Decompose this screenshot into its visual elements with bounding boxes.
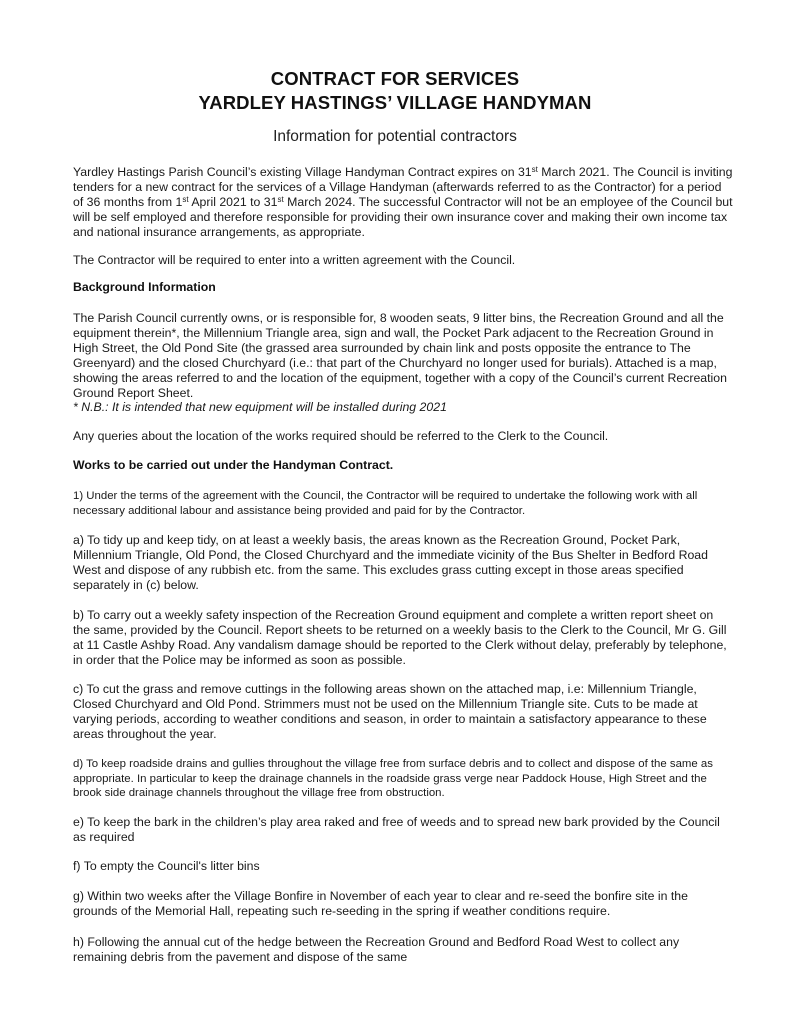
- ordinal-suffix: st: [277, 194, 284, 204]
- background-heading: Background Information: [73, 280, 216, 294]
- document-title-line2: YARDLEY HASTINGS’ VILLAGE HANDYMAN: [198, 92, 592, 113]
- intro-text-4: March 2024. The successful Contractor will not be an employee of the Council but will be self employed and therefore responsible for providing their own insurance cover and making their own income tax and national insurance arrangements, as appropriate.: [73, 195, 733, 239]
- intro-text-1: Yardley Hastings Parish Council’s existing Village Handyman Contract expires on 31: [73, 165, 532, 179]
- ordinal-suffix: st: [531, 164, 538, 174]
- work-item-b: b) To carry out a weekly safety inspection of the Recreation Ground equipment and complete a written report sheet on the same, provided by the Council. Report sheets to be returned on a weekly basis to the Clerk to the Council, Mr G. Gill at 11 Castle Ashby Road. Any vandalism damage should be reported to the Clerk without delay, preferably by telephone, in order that the Police may be informed as soon as possible.: [73, 608, 727, 667]
- intro-text-3: April 2021 to 31: [188, 195, 278, 209]
- work-item-c: c) To cut the grass and remove cuttings in the following areas shown on the attached map, i.e: Millennium Triangle, Closed Churchyard and Old Pond. Strimmers must not be used on the Millennium Triangle site. Cuts to be made at varying periods, according to weather conditions and season, in order to maintain a satisfactory appearance to these areas throughout the year.: [73, 682, 707, 741]
- agreement-paragraph: The Contractor will be required to enter into a written agreement with the Council.: [73, 253, 516, 267]
- work-item-a: a) To tidy up and keep tidy, on at least a weekly basis, the areas known as the Recreation Ground, Pocket Park, Millennium Triangle, Old Pond, the Closed Churchyard and the immediate vicinity of the Bus Shelter in Bedford Road West and dispose of any rubbish etc. from the same. This excludes grass cutting except in those areas specified separately in (c) below.: [73, 533, 708, 592]
- equipment-note: * N.B.: It is intended that new equipment will be installed during 2021: [73, 400, 447, 414]
- background-paragraph: The Parish Council currently owns, or is responsible for, 8 wooden seats, 9 litter bins, the Recreation Ground and all the equipment therein*, the Millennium Triangle area, sign and wall, the Pocket Park adjacent to the Recreation Ground in High Street, the Old Pond Site (the grassed area surrounded by chain link and posts opposite the entrance to The Greenyard) and the closed Churchyard (i.e.: that part of the Churchyard no longer used for burials). Attached is a map, showing the areas referred to and the location of the equipment, together with a copy of the Council’s current Recreation Ground Report Sheet.: [73, 311, 727, 400]
- work-item-e: e) To keep the bark in the children’s play area raked and free of weeds and to spread new bark provided by the Council as required: [73, 815, 720, 844]
- ordinal-suffix: st: [182, 194, 189, 204]
- intro-text-2: March 2021. The Council is inviting tenders for a new contract for the services of a Village Handyman (afterwards referred to as the Contractor) for a period of 36 months from 1: [73, 165, 733, 209]
- intro-paragraph: [73, 165, 733, 240]
- work-item-h: h) Following the annual cut of the hedge between the Recreation Ground and Bedford Road West to collect any remaining debris from the pavement and dispose of the same: [73, 935, 680, 964]
- work-item-d: d) To keep roadside drains and gullies throughout the village free from surface debris and to collect and dispose of the same as appropriate. In particular to keep the drainage channels in the roadside grass verge near Paddock House, High Street and the brook side drainage channels throughout the village free from obstruction.: [73, 758, 713, 800]
- work-item-f: f) To empty the Council's litter bins: [73, 859, 260, 873]
- document-subtitle: Information for potential contractors: [273, 128, 517, 145]
- work-item-g: g) Within two weeks after the Village Bonfire in November of each year to clear and re-seed the bonfire site in the grounds of the Memorial Hall, repeating such re-seeding in the spring if weather conditions require.: [73, 889, 688, 918]
- queries-paragraph: Any queries about the location of the works required should be referred to the Clerk to the Council.: [73, 429, 609, 443]
- works-heading: Works to be carried out under the Handyman Contract.: [73, 458, 394, 472]
- works-intro-paragraph: 1) Under the terms of the agreement with the Council, the Contractor will be required to undertake the following work with all necessary additional labour and assistance being provided and paid for by the Contractor.: [73, 490, 698, 517]
- document-title-line1: CONTRACT FOR SERVICES: [270, 68, 520, 89]
